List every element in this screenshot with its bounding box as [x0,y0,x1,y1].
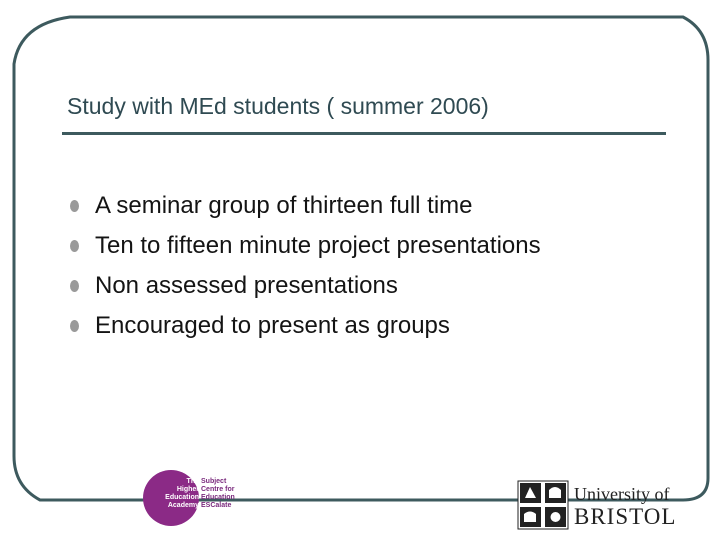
bullet-text: A seminar group of thirteen full time [95,192,473,219]
bullet-icon [70,240,79,252]
list-item [70,226,541,266]
list-item [70,186,541,226]
list-item [70,266,541,306]
bullet-icon [70,280,79,292]
bullet-list [70,186,541,346]
hea-name: The Higher Education Academy [165,478,199,509]
hea-escalate-logo [143,470,263,528]
bullet-icon [70,200,79,212]
subject-centre-name: Subject Centre for Education ESCalate [201,478,235,509]
university-of-text: University of [574,484,670,504]
bristol-crest-icon [517,480,569,530]
bullet-text: Ten to fifteen minute project presentations [95,232,541,259]
university-of-bristol-logo [517,480,685,530]
bullet-icon [70,320,79,332]
bristol-text: BRISTOL [574,504,677,529]
slide-title: Study with MEd students ( summer 2006) [67,93,489,119]
list-item [70,306,541,346]
title-underline [62,132,666,135]
bullet-text: Non assessed presentations [95,272,398,299]
bullet-text: Encouraged to present as groups [95,312,450,339]
